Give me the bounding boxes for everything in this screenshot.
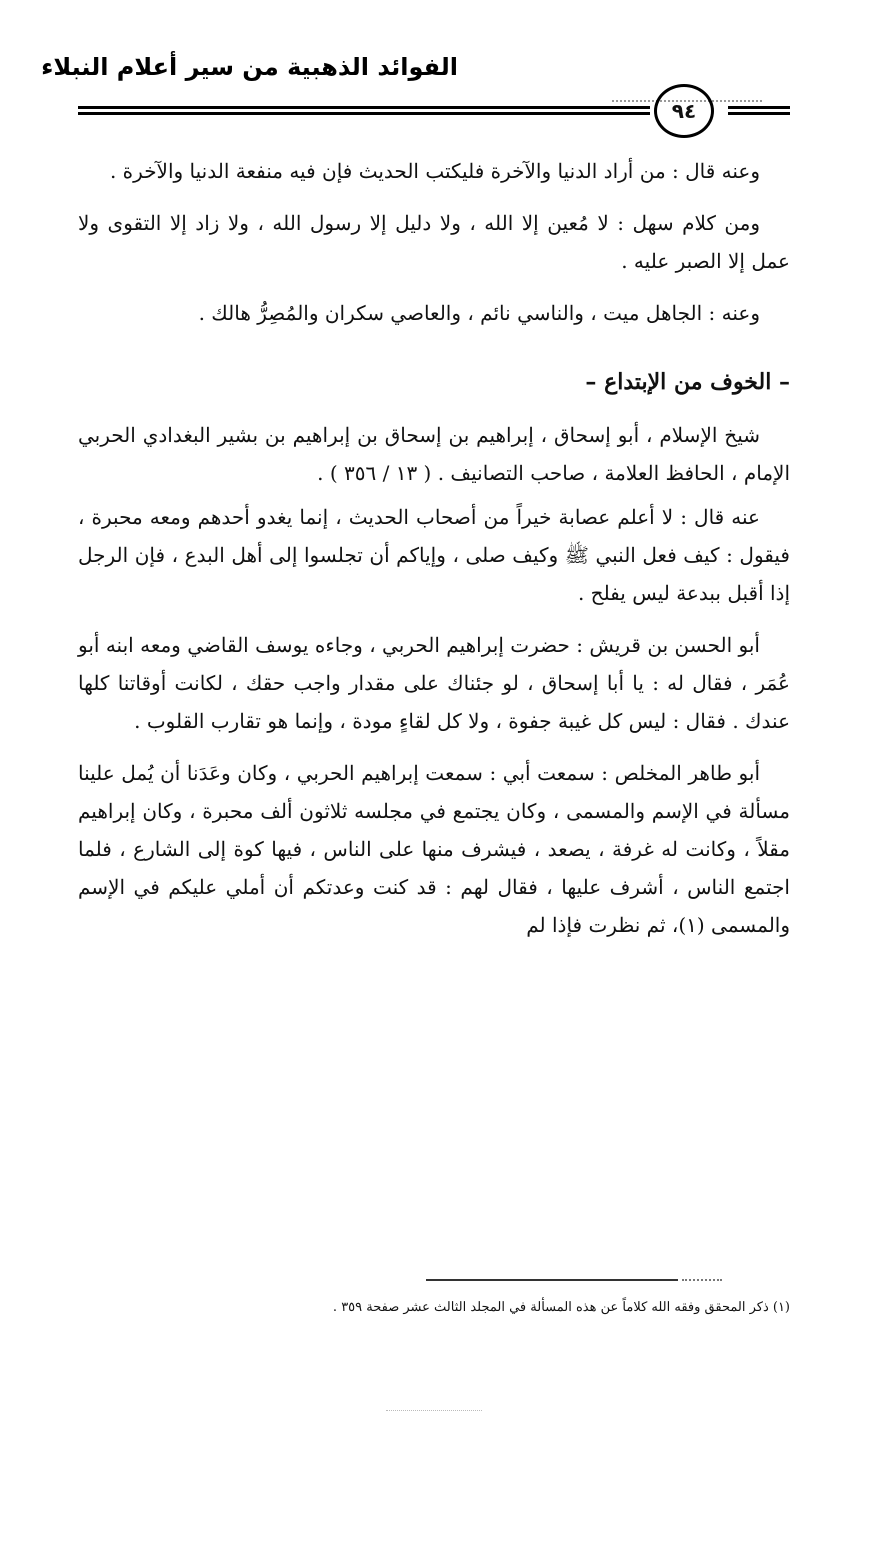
paragraph-hadith-people: عنه قال : لا أعلم عصابة خيراً من أصحاب الحديث ، إنما يغدو أحدهم ومعه محبرة ، فيقول : كيف فعل النبي ﷺ وكيف صلى ، وإياكم أن تجلسوا إلى أهل البدع ، فإن الرجل إذا أقبل ببدعة ليس يفلح . — [78, 505, 790, 605]
paragraph-sahl-saying: ومن كلام سهل : لا مُعين إلا الله ، ولا دليل إلا رسول الله ، ولا زاد إلا التقوى ولا عمل إلا الصبر عليه . — [78, 211, 790, 273]
footnote-separator-dots — [682, 1279, 722, 1281]
paragraph-ibn-quraysh: أبو الحسن بن قريش : حضرت إبراهيم الحربي ، وجاءه يوسف القاضي ومعه ابنه أبو عُمَر ، فقال له : يا أبا إسحاق ، لو جئناك على مقدار واجب حقك ، لكانت أوقاتنا كلها عندك . فقال : ليس كل غيبة جفوة ، ولا كل لقاءٍ مودة ، وإنما هو تقارب القلوب . — [78, 633, 790, 733]
paragraph-al-mukhallis: أبو طاهر المخلص : سمعت أبي : سمعت إبراهيم الحربي ، وكان وعَدَنا أن يُمل علينا مسألة في الإسم والمسمى ، وكان يجتمع في مجلسه ثلاثون ألف محبرة ، وكان إبراهيم مقلاً ، وكانت له غرفة ، يصعد ، فيشرف منها على الناس ، فيها كوة إلى الشارع ، فلما اجتمع الناس ، أشرف عليها ، فقال لهم : قد كنت وعدتكم أن أملي عليكم في الإسم والمسمى (١)، ثم نظرت فإذا لم — [78, 761, 791, 937]
footnote-separator — [426, 1279, 678, 1281]
paragraph-seeking-hadith: وعنه قال : من أراد الدنيا والآخرة فليكتب الحديث فإن فيه منفعة الدنيا والآخرة . — [109, 159, 760, 183]
footnote: (١) ذكر المحقق وفقه الله كلاماً عن هذه المسألة في المجلد الثالث عشر صفحة ٣٥٩ . — [332, 1300, 790, 1315]
body-text — [78, 152, 790, 958]
section-heading: – الخوف من الإبتداع – — [585, 369, 790, 395]
paragraph-ignorant-dead: وعنه : الجاهل ميت ، والناسي نائم ، والعاصي سكران والمُصِرُّ هالك . — [198, 301, 760, 325]
paragraph-biography: شيخ الإسلام ، أبو إسحاق ، إبراهيم بن إسحاق بن إبراهيم بن بشير البغدادي الحربي الإمام ، الحافظ العلامة ، صاحب التصانيف . ( ١٣ / ٣٥٦ ) . — [78, 423, 790, 485]
header-rule-right — [728, 106, 790, 115]
running-title: الفوائد الذهبية من سير أعلام النبلاء — [41, 53, 458, 81]
scan-artifact-dots — [386, 1410, 482, 1411]
page-number: ٩٤ — [654, 84, 714, 138]
header-rule-left — [78, 106, 650, 115]
